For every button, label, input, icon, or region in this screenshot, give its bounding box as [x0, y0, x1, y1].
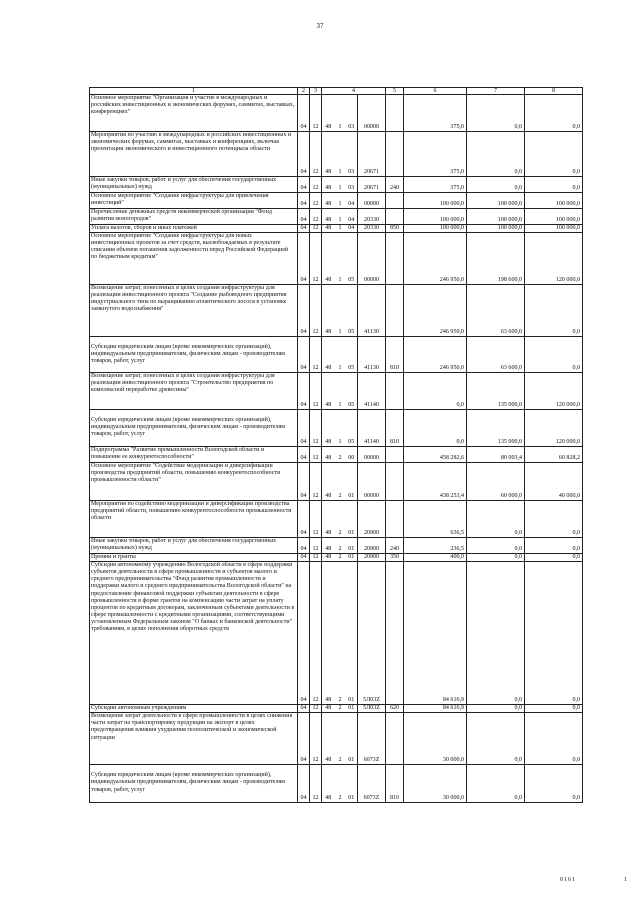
amount-year-2: 100 000,0 — [467, 193, 525, 209]
code-subsection: 12 — [310, 233, 322, 285]
table-row — [90, 285, 583, 337]
amount-year-2: 0,0 — [467, 562, 525, 705]
code-subprogram: 2 — [335, 713, 346, 765]
amount-year-1: 636,5 — [404, 501, 467, 538]
row-name: Основное мероприятие "Создание инфраструктуры для привлечения инвестиций" — [90, 193, 298, 209]
code-event: 03 — [346, 132, 358, 177]
table-row — [90, 95, 583, 132]
amount-year-1: 100 000,0 — [404, 193, 467, 209]
code-event: 01 — [346, 554, 358, 562]
code-event: 01 — [346, 463, 358, 501]
row-name: Основное мероприятие "Создание инфраструктуры для новых инвестиционных проектов за счет средств, высвобождаемых в результате списания объемов погашения задолженности перед Российской Федерацией по бюджетным кредитам" — [90, 233, 298, 285]
code-direction: 5Л03Z — [358, 705, 386, 713]
code-subsection: 12 — [310, 95, 322, 132]
code-event: 03 — [346, 177, 358, 193]
amount-year-3: 0,0 — [525, 285, 583, 337]
code-direction: 20671 — [358, 132, 386, 177]
code-direction: 00000 — [358, 233, 386, 285]
row-name: Основное мероприятие "Содействие модернизации и диверсификации производства предприятий области, повышению конкурентоспособности промышленности области" — [90, 463, 298, 501]
code-program: 48 — [322, 554, 335, 562]
table-row — [90, 554, 583, 562]
code-program: 48 — [322, 233, 335, 285]
code-subprogram: 1 — [335, 410, 346, 447]
code-program: 48 — [322, 373, 335, 410]
code-section: 04 — [298, 713, 310, 765]
code-event: 05 — [346, 285, 358, 337]
table-row — [90, 410, 583, 447]
table-row — [90, 447, 583, 463]
code-section: 04 — [298, 501, 310, 538]
code-direction: 20900 — [358, 554, 386, 562]
code-section: 04 — [298, 538, 310, 554]
code-direction: 20330 — [358, 225, 386, 233]
amount-year-2: 100 000,0 — [467, 225, 525, 233]
table-header-row — [90, 88, 583, 95]
code-subprogram: 1 — [335, 95, 346, 132]
code-section: 04 — [298, 373, 310, 410]
code-section: 04 — [298, 562, 310, 705]
code-section: 04 — [298, 765, 310, 803]
code-direction: 20671 — [358, 177, 386, 193]
code-subsection: 12 — [310, 132, 322, 177]
code-subprogram: 2 — [335, 447, 346, 463]
amount-year-3: 0,0 — [525, 337, 583, 373]
code-event: 05 — [346, 373, 358, 410]
amount-year-2: 0,0 — [467, 95, 525, 132]
code-event: 05 — [346, 233, 358, 285]
code-event: 04 — [346, 225, 358, 233]
code-event: 01 — [346, 562, 358, 705]
code-subsection: 12 — [310, 177, 322, 193]
code-expense-type: 620 — [386, 705, 404, 713]
code-subprogram: 1 — [335, 225, 346, 233]
code-event: 01 — [346, 705, 358, 713]
row-name: Мероприятия по содействию модернизации и диверсификации производства предприятий области, повышению конкурентоспособности промышленности области — [90, 501, 298, 538]
code-subsection: 12 — [310, 337, 322, 373]
code-direction: 00000 — [358, 193, 386, 209]
code-section: 04 — [298, 410, 310, 447]
code-subprogram: 1 — [335, 177, 346, 193]
code-subsection: 12 — [310, 285, 322, 337]
row-name: Иные закупки товаров, работ и услуг для обеспечения государственных (муниципальных) нужд — [90, 538, 298, 554]
code-event: 04 — [346, 193, 358, 209]
amount-year-1: 236,5 — [404, 538, 467, 554]
amount-year-1: 30 000,0 — [404, 713, 467, 765]
code-program: 48 — [322, 463, 335, 501]
code-expense-type: 810 — [386, 765, 404, 803]
amount-year-3: 0,0 — [525, 95, 583, 132]
header-col-4: 4 — [322, 88, 386, 95]
document-code: 0161 — [560, 877, 576, 883]
amount-year-3: 0,0 — [525, 765, 583, 803]
code-subprogram: 2 — [335, 501, 346, 538]
row-name: Субсидия автономному учреждению Вологодской области в сфере поддержки субъектов деятельности в сфере промышленности и субъектов малого и среднего предпринимательства "Фонд развития промышленности и поддержки малого и среднего предпринимательства Вологодской области" на предоставление финансовой поддержки субъектам деятельности в сфере промышленности в форме грантов на компенсацию части затрат на уплату процентов по кредитным договорам, заключенным субъектами деятельности в сфере промышленности с кредитными организациями, соответствующими установленным Федеральным законом "О банках и банковской деятельности" требованиям, в целях пополнения оборотных средств — [90, 562, 298, 705]
code-direction: 00000 — [358, 463, 386, 501]
code-event: 00 — [346, 447, 358, 463]
amount-year-3: 0,0 — [525, 562, 583, 705]
code-subsection: 12 — [310, 410, 322, 447]
code-subprogram: 1 — [335, 233, 346, 285]
code-program: 48 — [322, 177, 335, 193]
row-name: Перечисление денежных средств некоммерческой организации "Фонд развития моногородов" — [90, 209, 298, 225]
code-subprogram: 2 — [335, 463, 346, 501]
code-subsection: 12 — [310, 225, 322, 233]
amount-year-3: 0,0 — [525, 554, 583, 562]
code-program: 48 — [322, 447, 335, 463]
row-name: Субсидии автономным учреждениям — [90, 705, 298, 713]
header-col-2: 2 — [298, 88, 310, 95]
code-event: 01 — [346, 765, 358, 803]
amount-year-1: 100 000,0 — [404, 225, 467, 233]
table-row — [90, 538, 583, 554]
row-name: Премии и гранты — [90, 554, 298, 562]
code-program: 48 — [322, 765, 335, 803]
code-program: 48 — [322, 285, 335, 337]
code-subprogram: 1 — [335, 373, 346, 410]
code-section: 04 — [298, 193, 310, 209]
code-event: 05 — [346, 410, 358, 447]
code-subprogram: 2 — [335, 765, 346, 803]
code-program: 48 — [322, 501, 335, 538]
amount-year-2: 0,0 — [467, 713, 525, 765]
amount-year-1: 30 000,0 — [404, 765, 467, 803]
code-section: 04 — [298, 225, 310, 233]
table-row — [90, 132, 583, 177]
amount-year-1: 84 616,9 — [404, 562, 467, 705]
table-row — [90, 713, 583, 765]
code-event: 01 — [346, 501, 358, 538]
code-program: 48 — [322, 225, 335, 233]
code-subsection: 12 — [310, 713, 322, 765]
amount-year-1: 246 950,0 — [404, 337, 467, 373]
code-subsection: 12 — [310, 463, 322, 501]
code-event: 05 — [346, 337, 358, 373]
amount-year-1: 84 616,9 — [404, 705, 467, 713]
code-event: 01 — [346, 713, 358, 765]
code-program: 48 — [322, 337, 335, 373]
code-program: 48 — [322, 538, 335, 554]
amount-year-1: 375,0 — [404, 95, 467, 132]
code-subsection: 12 — [310, 447, 322, 463]
amount-year-3: 100 000,0 — [525, 209, 583, 225]
row-name: Основное мероприятие "Организация и участие в международных и российских инвестиционных и экономических форумах, саммитах, выставках, конференциях" — [90, 95, 298, 132]
amount-year-2: 0,0 — [467, 538, 525, 554]
code-section: 04 — [298, 95, 310, 132]
code-direction: 41130 — [358, 285, 386, 337]
table-row — [90, 765, 583, 803]
code-expense-type — [386, 233, 404, 285]
amount-year-1: 246 950,0 — [404, 233, 467, 285]
amount-year-3: 0,0 — [525, 177, 583, 193]
code-direction: 20900 — [358, 538, 386, 554]
amount-year-1: 375,0 — [404, 132, 467, 177]
code-section: 04 — [298, 705, 310, 713]
code-subprogram: 2 — [335, 538, 346, 554]
header-col-7: 7 — [467, 88, 525, 95]
code-direction: 20900 — [358, 501, 386, 538]
code-section: 04 — [298, 285, 310, 337]
code-section: 04 — [298, 337, 310, 373]
code-expense-type — [386, 447, 404, 463]
footer-number: 1 — [624, 877, 627, 883]
code-expense-type — [386, 501, 404, 538]
table-row — [90, 233, 583, 285]
row-name: Иные закупки товаров, работ и услуг для обеспечения государственных (муниципальных) нужд — [90, 177, 298, 193]
table-row — [90, 501, 583, 538]
code-section: 04 — [298, 447, 310, 463]
code-expense-type — [386, 209, 404, 225]
code-program: 48 — [322, 95, 335, 132]
amount-year-2: 60 000,0 — [467, 463, 525, 501]
table-row — [90, 562, 583, 705]
code-subprogram: 2 — [335, 705, 346, 713]
code-direction: 6073Z — [358, 765, 386, 803]
row-name: Субсидии юридическим лицам (кроме некоммерческих организаций), индивидуальным предпринимателям, физическим лицам - производителям товаров, работ, услуг — [90, 765, 298, 803]
code-section: 04 — [298, 554, 310, 562]
amount-year-2: 135 000,0 — [467, 373, 525, 410]
amount-year-2: 0,0 — [467, 705, 525, 713]
code-expense-type: 810 — [386, 410, 404, 447]
amount-year-3: 60 828,2 — [525, 447, 583, 463]
code-subsection: 12 — [310, 209, 322, 225]
code-subsection: 12 — [310, 705, 322, 713]
amount-year-1: 246 950,0 — [404, 285, 467, 337]
amount-year-1: 400,0 — [404, 554, 467, 562]
table-row — [90, 463, 583, 501]
code-subsection: 12 — [310, 193, 322, 209]
amount-year-2: 0,0 — [467, 132, 525, 177]
code-event: 03 — [346, 95, 358, 132]
code-subprogram: 2 — [335, 562, 346, 705]
code-event: 01 — [346, 538, 358, 554]
code-expense-type — [386, 373, 404, 410]
row-name: Субсидии юридическим лицам (кроме некоммерческих организаций), индивидуальным предпринимателям, физическим лицам - производителям товаров, работ, услуг — [90, 410, 298, 447]
amount-year-1: 438 253,4 — [404, 463, 467, 501]
amount-year-3: 100 000,0 — [525, 225, 583, 233]
code-direction: 5Л03Z — [358, 562, 386, 705]
header-col-8: 8 — [525, 88, 583, 95]
code-direction: 00000 — [358, 95, 386, 132]
header-col-6: 6 — [404, 88, 467, 95]
table-row — [90, 177, 583, 193]
amount-year-1: 375,0 — [404, 177, 467, 193]
amount-year-2: 198 600,0 — [467, 233, 525, 285]
row-name: Подпрограмма "Развитие промышленности Вологодской области и повышение ее конкурентоспособности" — [90, 447, 298, 463]
code-subprogram: 1 — [335, 132, 346, 177]
code-event: 04 — [346, 209, 358, 225]
header-col-5: 5 — [386, 88, 404, 95]
code-subprogram: 1 — [335, 209, 346, 225]
code-program: 48 — [322, 209, 335, 225]
amount-year-3: 0,0 — [525, 501, 583, 538]
amount-year-3: 40 000,0 — [525, 463, 583, 501]
code-subsection: 12 — [310, 373, 322, 410]
amount-year-1: 0,0 — [404, 410, 467, 447]
code-expense-type — [386, 285, 404, 337]
code-direction: 20330 — [358, 209, 386, 225]
code-section: 04 — [298, 132, 310, 177]
table-row — [90, 337, 583, 373]
code-expense-type — [386, 463, 404, 501]
amount-year-3: 100 000,0 — [525, 193, 583, 209]
amount-year-3: 120 000,0 — [525, 373, 583, 410]
code-subsection: 12 — [310, 538, 322, 554]
header-col-1: 1 — [90, 88, 298, 95]
code-expense-type — [386, 132, 404, 177]
code-subprogram: 1 — [335, 337, 346, 373]
code-expense-type — [386, 193, 404, 209]
row-name: Уплата налогов, сборов и иных платежей — [90, 225, 298, 233]
code-expense-type — [386, 95, 404, 132]
code-direction: 41140 — [358, 373, 386, 410]
code-subprogram: 1 — [335, 285, 346, 337]
amount-year-2: 63 600,0 — [467, 285, 525, 337]
code-expense-type: 350 — [386, 554, 404, 562]
code-section: 04 — [298, 463, 310, 501]
page-number: 37 — [316, 22, 324, 30]
amount-year-3: 0,0 — [525, 705, 583, 713]
code-expense-type: 850 — [386, 225, 404, 233]
amount-year-3: 120 000,0 — [525, 410, 583, 447]
table-row — [90, 705, 583, 713]
code-subsection: 12 — [310, 554, 322, 562]
code-section: 04 — [298, 177, 310, 193]
code-subsection: 12 — [310, 765, 322, 803]
amount-year-1: 0,0 — [404, 373, 467, 410]
table-row — [90, 209, 583, 225]
code-expense-type — [386, 562, 404, 705]
code-direction: 41130 — [358, 337, 386, 373]
row-name: Возмещение затрат, понесенных в целях создания инфраструктуры для реализации инвестиционного проекта "Строительство предприятия по комплексной переработке древесины" — [90, 373, 298, 410]
code-program: 48 — [322, 562, 335, 705]
code-section: 04 — [298, 233, 310, 285]
code-program: 48 — [322, 193, 335, 209]
table-row — [90, 225, 583, 233]
table-row — [90, 373, 583, 410]
code-program: 48 — [322, 410, 335, 447]
code-subsection: 12 — [310, 501, 322, 538]
budget-table — [89, 87, 583, 803]
code-expense-type — [386, 713, 404, 765]
amount-year-2: 80 003,4 — [467, 447, 525, 463]
amount-year-2: 0,0 — [467, 501, 525, 538]
amount-year-3: 0,0 — [525, 132, 583, 177]
amount-year-3: 120 000,0 — [525, 233, 583, 285]
amount-year-2: 63 600,0 — [467, 337, 525, 373]
amount-year-2: 100 000,0 — [467, 209, 525, 225]
code-subsection: 12 — [310, 562, 322, 705]
code-program: 48 — [322, 132, 335, 177]
amount-year-3: 0,0 — [525, 538, 583, 554]
code-expense-type: 240 — [386, 177, 404, 193]
header-col-3: 3 — [310, 88, 322, 95]
code-expense-type: 240 — [386, 538, 404, 554]
amount-year-2: 135 000,0 — [467, 410, 525, 447]
code-section: 04 — [298, 209, 310, 225]
code-subprogram: 1 — [335, 193, 346, 209]
code-program: 48 — [322, 705, 335, 713]
amount-year-2: 0,0 — [467, 177, 525, 193]
code-expense-type: 810 — [386, 337, 404, 373]
code-program: 48 — [322, 713, 335, 765]
amount-year-1: 100 000,0 — [404, 209, 467, 225]
amount-year-2: 0,0 — [467, 554, 525, 562]
row-name: Мероприятия по участию в международных и российских инвестиционных и экономических форумах, саммитах, выставках и конференциях, включая презентации экономического и инвестиционного потенциала области — [90, 132, 298, 177]
amount-year-3: 0,0 — [525, 713, 583, 765]
code-direction: 00000 — [358, 447, 386, 463]
row-name: Возмещение затрат, понесенных в целях создания инфраструктуры для реализации инвестиционного проекта "Создание рыбоводного предприятия индустриального типа по выращиванию атлантического лосося в установке замкнутого водоснабжения" — [90, 285, 298, 337]
code-subprogram: 2 — [335, 554, 346, 562]
code-direction: 6073Z — [358, 713, 386, 765]
row-name: Субсидии юридическим лицам (кроме некоммерческих организаций), индивидуальным предпринимателям, физическим лицам - производителям товаров, работ, услуг — [90, 337, 298, 373]
code-direction: 41140 — [358, 410, 386, 447]
amount-year-1: 458 282,6 — [404, 447, 467, 463]
table-row — [90, 193, 583, 209]
row-name: Возмещение затрат деятельности в сфере промышленности в целях снижения части затрат на транспортировку продукции на экспорт в целях предотвращения влияния ухудшения геополитической и экономической ситуации — [90, 713, 298, 765]
amount-year-2: 0,0 — [467, 765, 525, 803]
